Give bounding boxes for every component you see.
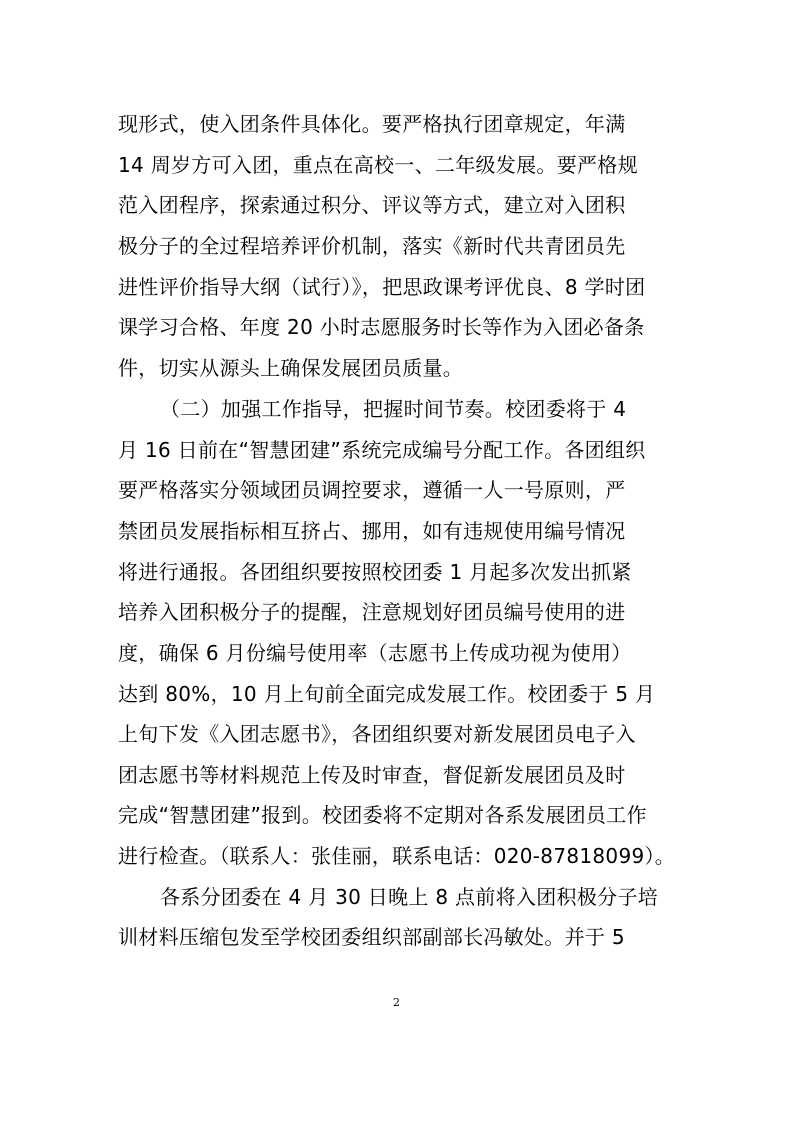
text-line: 进性评价指导大纲（试行）》，把思政课考评优良、8 学时团 (118, 275, 646, 299)
text-line: 要严格落实分领域团员调控要求，遵循一人一号原则，严 (118, 478, 626, 502)
text-line: 度，确保 6 月份编号使用率（志愿书上传成功视为使用） (118, 641, 632, 665)
text-line: 14 周岁方可入团，重点在高校一、二年级发展。要严格规 (118, 153, 638, 177)
page-number: 2 (393, 996, 400, 1009)
text-line: 范入团程序，探索通过积分、评议等方式，建立对入团积 (118, 193, 626, 217)
text-line: 禁团员发展指标相互挤占、挪用，如有违规使用编号情况 (118, 519, 626, 543)
text-line: 训材料压缩包发至学校团委组织部副部长冯敏处。并于 5 (118, 925, 625, 949)
section-heading-line: （二）加强工作指导，把握时间节奏。校团委将于 4 (160, 397, 627, 421)
text-line: 上旬下发《入团志愿书》，各团组织要对新发展团员电子入 (118, 722, 636, 746)
paragraph-first-line: 各系分团委在 4 月 30 日晚上 8 点前将入团积极分子培 (160, 885, 659, 909)
text-line: 团志愿书等材料规范上传及时审查，督促新发展团员及时 (118, 763, 626, 787)
text-line: 达到 80%，10 月上旬前全面完成发展工作。校团委于 5 月 (118, 682, 656, 706)
text-line: 完成“智慧团建”报到。校团委将不定期对各系发展团员工作 (118, 803, 647, 827)
text-line: 将进行通报。各团组织要按照校团委 1 月起多次发出抓紧 (118, 560, 632, 584)
text-line: 极分子的全过程培养评价机制，落实《新时代共青团员先 (118, 234, 626, 258)
text-line: 件，切实从源头上确保发展团员质量。 (118, 356, 464, 380)
text-line: 课学习合格、年度 20 小时志愿服务时长等作为入团必备条 (118, 315, 645, 339)
text-line: 月 16 日前在“智慧团建”系统完成编号分配工作。各团组织 (118, 438, 646, 462)
text-line: 培养入团积极分子的提醒，注意规划好团员编号使用的进 (118, 600, 626, 624)
text-line: 进行检查。（联系人：张佳丽，联系电话：020-87818099）。 (118, 844, 676, 868)
text-line: 现形式，使入团条件具体化。要严格执行团章规定，年满 (118, 112, 626, 136)
